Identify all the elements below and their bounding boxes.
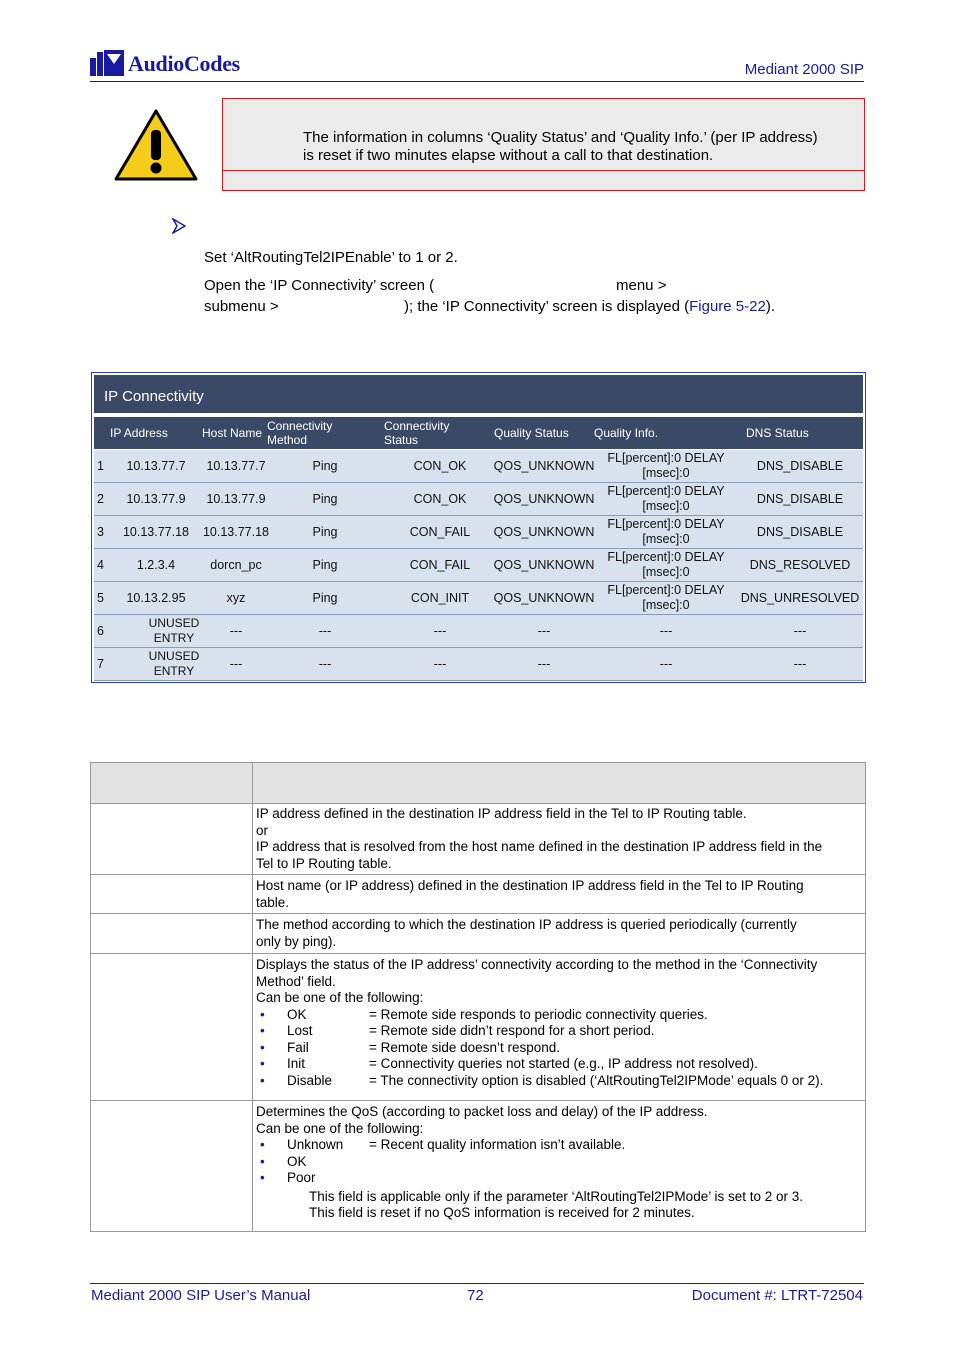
- table-row: [91, 875, 865, 914]
- ipc-cell-ip: 10.13.77.7: [126, 458, 186, 473]
- ipc-cell-idx: 6: [97, 623, 104, 638]
- ipc-cell-ip: UNUSED ENTRY: [148, 616, 200, 645]
- ipc-cell-dns: DNS_DISABLE: [756, 491, 844, 506]
- list-item-name: Unknown: [287, 1137, 344, 1152]
- list-item-name: Init: [287, 1056, 306, 1071]
- ipc-table-row: [94, 582, 863, 615]
- footer-document-number: Document #: LTRT-72504: [691, 1287, 863, 1304]
- logo-wordmark: AudioCodes: [128, 51, 240, 76]
- ipc-cell-qi: ---: [659, 623, 673, 638]
- description-table: [90, 762, 866, 1232]
- bullet-icon: •: [260, 1006, 265, 1022]
- ipc-cell-method: ---: [318, 623, 332, 638]
- col-connectivity-method: Connectivity Method: [267, 419, 333, 447]
- step-2-text-c: submenu >: [204, 298, 279, 315]
- ipc-cell-cs: CON_FAIL: [409, 557, 471, 572]
- list-item: [256, 1007, 863, 1024]
- step-2-text-a: Open the ‘IP Connectivity’ screen (: [204, 277, 435, 294]
- note-box: [222, 98, 865, 191]
- list-item-text: = Remote side didn’t respond for a short period.: [369, 1023, 655, 1038]
- bullet-icon: •: [260, 1153, 265, 1169]
- ipc-cell-qs: QOS_UNKNOWN: [493, 590, 595, 605]
- ipc-cell-host: 10.13.77.18: [202, 524, 270, 539]
- ipc-cell-idx: 5: [97, 590, 104, 605]
- footer-manual-title: Mediant 2000 SIP User’s Manual: [91, 1287, 311, 1304]
- ipc-cell-host: ---: [229, 623, 243, 638]
- ipc-cell-qi: FL[percent]:0 DELAY [msec]:0: [607, 583, 725, 612]
- description-table-header: [91, 763, 865, 804]
- ipc-cell-host: dorcn_pc: [210, 557, 262, 572]
- step-2-text-d: ); the ‘IP Connectivity’ screen is displayed (Figure 5-22).: [404, 298, 776, 315]
- ipc-cell-dns: DNS_DISABLE: [756, 458, 844, 473]
- ipc-cell-dns: DNS_DISABLE: [756, 524, 844, 539]
- ipc-cell-idx: 2: [97, 491, 104, 506]
- ip-connectivity-title-bar: [94, 375, 863, 413]
- col-dns-status: DNS Status: [746, 426, 809, 440]
- ipc-cell-method: Ping: [312, 491, 338, 506]
- ipc-cell-ip: 1.2.3.4: [136, 557, 176, 572]
- ipc-cell-ip: 10.13.77.9: [126, 491, 186, 506]
- note-divider: [223, 170, 864, 171]
- bullet-icon: •: [260, 1023, 265, 1038]
- ipc-cell-qi: FL[percent]:0 DELAY [msec]:0: [607, 451, 725, 480]
- ipc-cell-method: Ping: [312, 590, 338, 605]
- arrow-bullet-icon: [172, 218, 186, 234]
- ipc-table-row: [94, 483, 863, 516]
- footer-page-number: 72: [467, 1287, 484, 1304]
- ipc-cell-host: 10.13.77.9: [206, 491, 266, 506]
- ipc-cell-idx: 7: [97, 656, 104, 671]
- row-quality-status-desc: Determines the QoS (according to packet loss and delay) of the IP address. Can be one of the following: • Unknown = Recent quality information isn’t available. • OK • Poor This field is applicable only if the parameter ‘AltRoutingTel2IPMode’ is set to 2 or 3. This field is reset if no QoS information is received for 2 minutes.: [256, 1104, 863, 1222]
- ipc-cell-dns: DNS_RESOLVED: [749, 557, 851, 572]
- table-row: [91, 1101, 865, 1230]
- ipc-cell-ip: 10.13.77.18: [122, 524, 190, 539]
- ipc-cell-dns: DNS_UNRESOLVED: [740, 590, 860, 605]
- list-item-name: OK: [287, 1153, 307, 1169]
- bullet-icon: •: [260, 1056, 265, 1071]
- ipc-cell-cs: CON_FAIL: [409, 524, 471, 539]
- list-item: [256, 1154, 863, 1171]
- list-item-name: OK: [287, 1006, 307, 1022]
- list-item-name: Poor: [287, 1170, 316, 1185]
- ipc-table-row: [94, 615, 863, 648]
- ip-connectivity-header-row: [94, 417, 863, 449]
- table-column-divider: [252, 763, 253, 1231]
- list-item-text: = Connectivity queries not started (e.g., IP address not resolved).: [369, 1056, 758, 1071]
- quality-note-2: This field is reset if no QoS information is received for 2 minutes.: [309, 1205, 695, 1220]
- header-product-name: Mediant 2000 SIP: [744, 61, 864, 78]
- ipc-cell-qs: ---: [537, 656, 551, 671]
- ipc-cell-qi: FL[percent]:0 DELAY [msec]:0: [607, 484, 725, 513]
- row-connectivity-status-desc: Displays the status of the IP address’ connectivity according to the method in the ‘Connectivity Method’ field. Can be one of the following: • OK = Remote side responds to periodic connectivity queries. • Lost = Remote side didn’t respond for a short period. • Fail = Remote side doesn’t respond. • Init = Connectivity queries not started (e.g., IP address not resolved). • Disable = The connectivity option is disabled (‘AltRoutingTel2IPMode’ equals 0 or 2).: [256, 957, 863, 1089]
- list-item: [256, 1137, 863, 1154]
- ipc-cell-qs: QOS_UNKNOWN: [493, 458, 595, 473]
- bullet-icon: •: [260, 1137, 265, 1152]
- ipc-cell-host: ---: [229, 656, 243, 671]
- list-item-text: = Remote side doesn’t respond.: [369, 1039, 560, 1055]
- ipc-table-row: [94, 648, 863, 681]
- ipc-cell-idx: 1: [97, 458, 104, 473]
- ipc-cell-dns: ---: [793, 623, 807, 638]
- step-2-text-b: menu >: [616, 277, 667, 294]
- ipc-cell-method: ---: [318, 656, 332, 671]
- ipc-cell-method: Ping: [312, 458, 338, 473]
- col-connectivity-status: Connectivity Status: [384, 419, 450, 447]
- ipc-cell-qs: QOS_UNKNOWN: [493, 557, 595, 572]
- bullet-icon: •: [260, 1072, 265, 1088]
- col-quality-info: Quality Info.: [594, 426, 659, 440]
- ipc-cell-qi: FL[percent]:0 DELAY [msec]:0: [607, 550, 725, 579]
- col-host-name: Host Name: [202, 426, 263, 440]
- ipc-table-row: [94, 450, 863, 483]
- row-ip-address-desc: IP address defined in the destination IP address field in the Tel to IP Routing table. or IP address that is resolved from the host name defined in the destination IP address field in the Tel to IP Routing table.: [256, 806, 823, 871]
- ipc-cell-qi: FL[percent]:0 DELAY [msec]:0: [607, 517, 725, 546]
- list-item-text: = The connectivity option is disabled (‘AltRoutingTel2IPMode’ equals 0 or 2).: [369, 1072, 824, 1088]
- ipc-cell-idx: 4: [97, 557, 104, 572]
- audiocodes-logo: [90, 48, 260, 80]
- ipc-cell-cs: CON_INIT: [410, 590, 470, 605]
- ipc-cell-ip: UNUSED ENTRY: [148, 649, 200, 678]
- ipc-cell-qs: QOS_UNKNOWN: [493, 524, 595, 539]
- ipc-table-row: [94, 516, 863, 549]
- row-host-name-desc: Host name (or IP address) defined in the destination IP address field in the Tel to IP Routing table.: [256, 878, 804, 910]
- warning-icon: [113, 108, 199, 182]
- ipc-cell-host: 10.13.77.7: [206, 458, 266, 473]
- list-item: [256, 1056, 863, 1073]
- list-item-text: = Recent quality information isn’t available.: [369, 1137, 626, 1152]
- table-row: [91, 803, 865, 875]
- list-item-text: = Remote side responds to periodic connectivity queries.: [369, 1006, 708, 1022]
- col-quality-status: Quality Status: [494, 426, 569, 440]
- ipc-cell-qi: ---: [659, 656, 673, 671]
- list-item-name: Lost: [287, 1023, 313, 1038]
- ipc-cell-qs: QOS_UNKNOWN: [493, 491, 595, 506]
- table-row: [91, 954, 865, 1101]
- ipc-table-row: [94, 549, 863, 582]
- bullet-icon: •: [260, 1039, 265, 1055]
- logo-mark-icon: [90, 50, 124, 76]
- ipc-cell-host: xyz: [226, 590, 246, 605]
- list-item-name: Fail: [287, 1039, 309, 1055]
- table-row: [91, 914, 865, 954]
- col-ip-address: IP Address: [110, 426, 168, 440]
- ipc-cell-idx: 3: [97, 524, 104, 539]
- list-item: [256, 1023, 863, 1040]
- ipc-cell-ip: 10.13.2.95: [126, 590, 186, 605]
- note-text: The information in columns ‘Quality Status’ and ‘Quality Info.’ (per IP address) is reset if two minutes elapse without a call to that destination.: [303, 129, 818, 164]
- ipc-cell-qs: ---: [537, 623, 551, 638]
- list-item-name: Disable: [287, 1072, 333, 1088]
- ipc-cell-cs: ---: [433, 656, 447, 671]
- list-item: [256, 1073, 863, 1090]
- ip-connectivity-screen: [91, 372, 866, 683]
- footer-rule: [90, 1283, 864, 1284]
- row-connectivity-method-desc: The method according to which the destination IP address is queried periodically (currently only by ping).: [256, 917, 797, 949]
- ipc-cell-cs: CON_OK: [413, 491, 467, 506]
- figure-link[interactable]: Figure 5-22: [689, 298, 766, 315]
- list-item: [256, 1040, 863, 1057]
- list-item: [256, 1170, 863, 1187]
- ipc-cell-cs: ---: [433, 623, 447, 638]
- ipc-cell-dns: ---: [793, 656, 807, 671]
- quality-note-1: This field is applicable only if the parameter ‘AltRoutingTel2IPMode’ is set to 2 or 3.: [309, 1188, 803, 1204]
- ip-connectivity-title: IP Connectivity: [104, 388, 204, 405]
- header-rule: [90, 81, 864, 82]
- ipc-cell-method: Ping: [312, 524, 338, 539]
- bullet-icon: •: [260, 1170, 265, 1185]
- ipc-cell-cs: CON_OK: [413, 458, 467, 473]
- step-1-text: Set ‘AltRoutingTel2IPEnable’ to 1 or 2.: [204, 249, 458, 266]
- ipc-cell-method: Ping: [312, 557, 338, 572]
